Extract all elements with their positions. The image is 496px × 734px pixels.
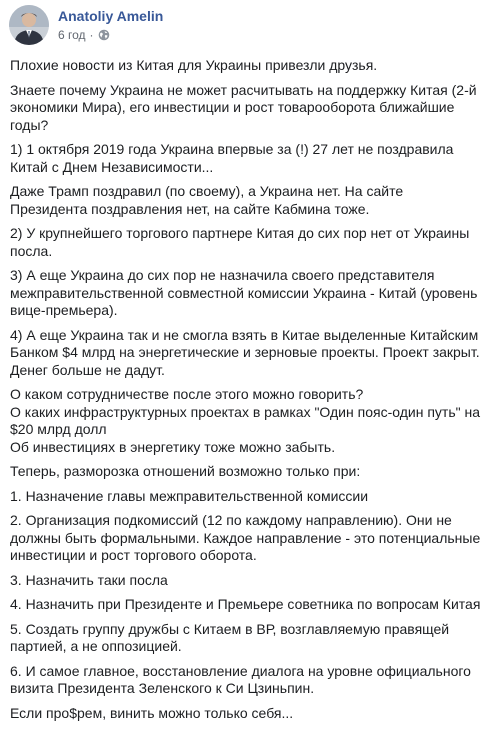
post-paragraph: 5. Создать группу дружбы с Китаем в ВР, возглавляемую правящей партией, а не оппозицией. [10,620,450,654]
post-paragraph: 1) 1 октября 2019 года Украина впервые за (!) 27 лет не поздравила Китай с Днем Независимости... [10,141,454,175]
separator-dot: · [89,28,94,42]
post-body [9,57,484,722]
post-paragraph: Если про$рем, винить можно только себя... [10,704,294,721]
post-paragraph: 3) А еще Украина до сих пор не назначила своего представителя межправительственной совместной комиссии Украина - Китай (уровень вице-премьера). [10,267,478,318]
globe-icon[interactable] [98,29,110,41]
post-timestamp[interactable]: 6 год [58,28,86,42]
post-paragraph: Теперь, разморозка отношений возможно только при: [10,463,361,479]
post-paragraph: Плохие новости из Китая для Украины привезли друзья. [10,57,378,73]
post-paragraph: 4) А еще Украина так и не смогла взять в Китае выделенные Китайским Банком $4 млрд на энергетические и зерновые проекты. Проект закрыт. Денег больше не дадут. [10,326,480,378]
post-paragraph: 2) У крупнейшего торгового партнере Китая до сих пор нет от Украины посла. [10,225,470,259]
avatar[interactable] [9,5,49,45]
post-paragraph: Знаете почему Украина не может расчитывать на поддержку Китая (2-й экономики Мира), его инвестиции и рост товарооборота ближайшие годы? [10,81,477,133]
post-meta [58,4,163,43]
avatar-photo [9,5,49,45]
post-paragraph: 6. И самое главное, восстановление диалога на уровне официального визита Президента Зеленского к Си Цзиньпин. [10,662,471,696]
post-paragraph: О каком сотрудничестве после этого можно говорить? О каких инфраструктурных проектах в рамках "Один пояс-один путь" на $20 млрд долл Об инвестициях в энергетику тоже можно забыть. [10,386,480,455]
post-paragraph: Даже Трамп поздравил (по своему), а Украина нет. На сайте Президента поздравления нет, на сайте Кабмина тоже. [10,183,404,217]
post-header [9,0,484,50]
author-name[interactable]: Anatoliy Amelin [58,8,164,24]
post-paragraph: 2. Организация подкомиссий (12 по каждому направлению). Они не должны быть формальными. Каждое направление - это потенциальные инвестиции и рост торгового оборота. [10,512,481,563]
post-paragraph: 3. Назначить таки посла [10,571,168,588]
post-subline [58,27,163,43]
post-paragraph: 4. Назначить при Президенте и Премьере советника по вопросам Китая [10,596,481,612]
post-paragraph: 1. Назначение главы межправительственной комиссии [10,487,369,504]
